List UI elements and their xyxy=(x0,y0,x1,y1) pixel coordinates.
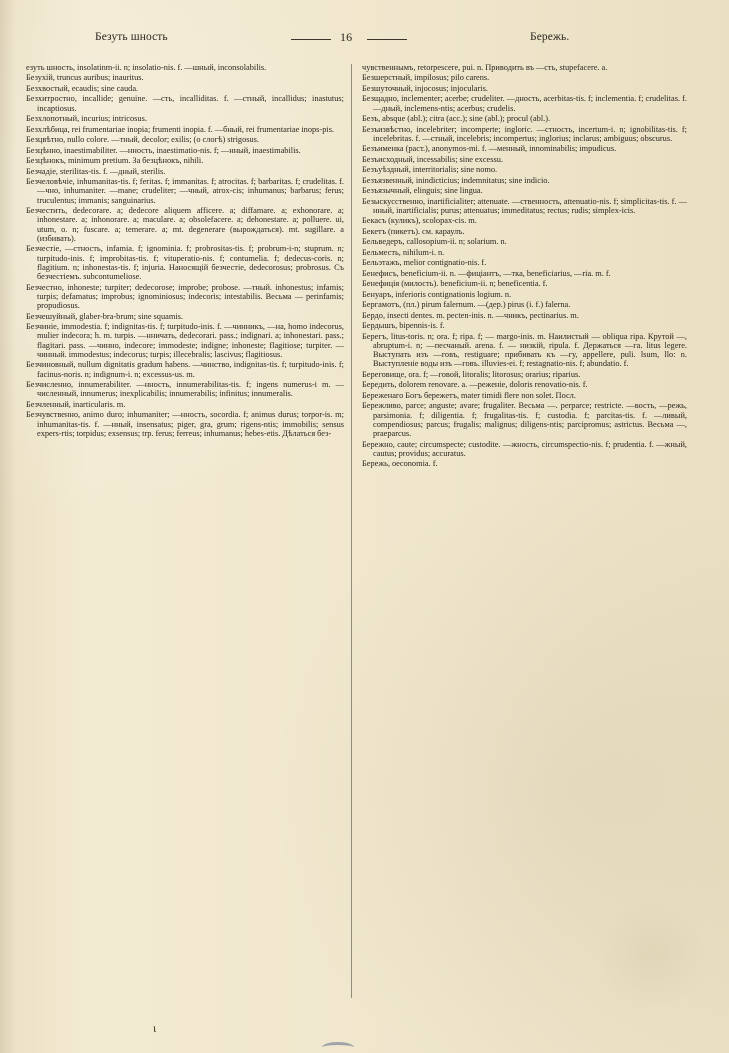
dictionary-entry: Бередить, dolorem renovare. a. —реженіе, doloris renovatio-nis. f. xyxy=(362,380,588,390)
dictionary-entry: Безщадно, inclementer; acerbe; crudeliter. —дность, acerbitas-tis. f; inclementia. f; crudelitas. f. —дный, inclemens-ntis; acerbus; crudelis. xyxy=(362,94,687,113)
dictionary-entry: Безъ, absque (abl.); citra (acc.); sine (abl.); procul (abl.). xyxy=(362,114,551,124)
page-header xyxy=(95,31,577,49)
dictionary-entry: Береговище, ora. f; —говой, litoralis; litorosus; orarius; riparius. xyxy=(362,369,581,379)
dictionary-entry: Бельместь, nihilum-i. n. xyxy=(362,247,445,257)
dictionary-entry: Безцѣнокъ, minimum pretium. За безцѣнокъ, nihili. xyxy=(26,156,204,166)
dictionary-entry: Безхитростно, incallide; genuine. —сть, incalliditas. f. —стный, incallidus; inastutus; incaptiosus. xyxy=(26,94,344,113)
dictionary-entry: Безцвѣтно, nullo colore. —тный, decolor; exilis; (о слогѣ) strigosus. xyxy=(26,135,259,145)
dictionary-entry: Бергамотъ, (пл.) pirum falernum. —(дер.) pirus (i. f.) falerna. xyxy=(362,300,571,310)
footer-mark: ɩ xyxy=(153,1021,157,1035)
dictionary-entry: Безыскусственно, inartificialiter; attenuate. —ственность, attenuatio-nis. f; simplicitas-tis. f. —нный, inartificialis; purus; attenuatus; immeditatus; rectus; rudis; simplex-icis. xyxy=(362,196,687,215)
dictionary-entry: Безчиновный, nullum dignitatis gradum habens. —чинство, indignitas-tis. f; turpitudo-inis. f; facinus-noris. n; indignum-i. n; excessus-us. m. xyxy=(26,360,344,379)
dictionary-entry: Бердышъ, bipennis-is. f. xyxy=(362,321,445,331)
dictionary-entry: Безъименка (раст.), anonymos-mi. f. —менный, innominabilis; impudicus. xyxy=(362,144,617,154)
dictionary-entry: Безъязвенный, inindicticius; indemnitatus; sine indicio. xyxy=(362,175,550,185)
dictionary-entry: Безчестіе, —стность, infamia. f; ignominia. f; probrositas-tis. f; probrum-i-n; stuprum. n; turpitudo-inis. f; improbitas-tis. f; vituperatio-nis. f; contumelia. f; dedecus-coris. n; flagitium. n; inhonestas-tis. f; injuria. Наносящій безчестіе, dedecorosus; probrosus. Съ безчестіемъ. subcontumeliose. xyxy=(26,244,344,282)
header-right-word: Бережь. xyxy=(530,31,570,43)
dictionary-entry: Бельэтажъ, melior contignatio-nis. f. xyxy=(362,258,487,268)
dictionary-entry: Безхлопотный, incurius; intricosus. xyxy=(26,114,147,124)
dictionary-entry: Бекетъ (пикетъ). см. караулъ. xyxy=(362,226,465,236)
dictionary-entry: Бенуаръ, inferioris contignationis logium. n. xyxy=(362,289,512,299)
dictionary-entry: Безчешуйный, glaber-bra-brum; sine squamis. xyxy=(26,311,183,321)
dictionary-entry: Безчеловѣчіе, inhumanitas-tis. f; feritas. f; immanitas. f; atrocitas. f; barbaritas. f; crudelitas. f. —чно, inhumaniter. —mane; crudeliter; —чный, atrox-cis; inhumanus; barbarus; ferus; truculentus; immanis; sanguinarius. xyxy=(26,176,344,205)
header-rule-right xyxy=(367,39,407,40)
right-column xyxy=(362,63,687,1031)
dictionary-entry: Безчувственно, animo duro; inhumaniter; —нность, socordia. f; animus durus; torpor-is. m; inhumanitas-tis. f. —нный, insensatus; piger, gra, grum; rigens-ntis; immobilis; sensus expers-rtis; torpidus; exsensus; trp. ferus; ferreus; inhumanus; hebes-etis. Дѣлаться без- xyxy=(26,410,344,438)
dictionary-entry: Безчестно, inhoneste; turpiter; dedecorose; improbe; probose. —тный. inhonestus; infamis; turpis; defamatus; improbus; ignominiosus; indecoris; intestabilis. Весьма — perinfamis; propudiosus. xyxy=(26,282,344,311)
dictionary-entry: езуть шность, insolatinm-ii. n; insolatio-nis. f. —шный, inconsolabilis. xyxy=(26,63,267,72)
dictionary-entry: Бережливо, parce; anguste; avare; frugaliter. Весьма —. perparce; restricte. —вость, —режь, parsimonia. f; diligentia. f; frugalitas-tis. f; custodia. f; parcitas-tis. f. —ливый, compendiosus; parcus; frugalis; malignus; diligens-ntis; parcipromus; astrictus. Весьма —, praeparcus. xyxy=(362,401,687,439)
dictionary-entry: Безхвостый, ecaudis; sine cauda. xyxy=(26,83,139,93)
dictionary-entry: Безъисходный, incessabilis; sine excessu. xyxy=(362,154,503,164)
column-divider xyxy=(351,64,352,998)
dictionary-entry: Безчадіе, sterilitas-tis. f. —дный, sterilis. xyxy=(26,166,166,176)
dictionary-entry: Берегъ, litus-toris. n; ora. f; ripa. f; — margo-inis. m. Наилистый — obliqua ripa. Крутой —, abruptum-i. n; —песчаный. arena. f. — низкій, ripula. f. Держаться —га. litus legere. Выступать изъ —говъ, restiguare; прибивать къ —гу, appellere, puli. lsum, llo: n. Выступленіе воды изъ —говъ. illuvies-ei. f; restagnatio-nis. f; abundatio. f. xyxy=(362,331,687,369)
dictionary-entry: Безчисленно, innumerabiliter. —нность, innumerabilitas-tis. f; ingens numerus-i m. —численный, innumerus; inexplicabilis; innumerabilis; infinitus; innumeralis. xyxy=(26,380,344,399)
dictionary-entry: Безчленный, inarticularis. m. xyxy=(26,399,126,409)
dictionary-entry: Бенефисъ, beneficium-ii. n. —фиціантъ, —тка, beneficiarius, —ria. m. f. xyxy=(362,268,611,278)
dictionary-entry: Безъуѣздный, interritorialis; sine nomo. xyxy=(362,165,498,175)
dictionary-entry: Безшерстный, impilosus; pilo carens. xyxy=(362,73,490,83)
dictionary-entry: Безъизвѣстно, incelebriter; incomperte; ingloric. —стность, incertum-i. n; ignobilitas-tis. f; incelebritas. f. —стный, incelebris; incompertus; inglorius; inclarus; ambiguus; obscurus. xyxy=(362,124,687,143)
dictionary-entry: Бенефиція (милость). beneficium-ii. n; beneficentia. f. xyxy=(362,279,548,289)
dictionary-entry: Бекасъ (куликъ), scolopax-cis. m. xyxy=(362,216,477,226)
dictionary-entry: Безшуточный, injocosus; injocularis. xyxy=(362,83,488,93)
dictionary-entry: Безухій, truncus auribus; inauritus. xyxy=(26,73,144,83)
header-rule-left xyxy=(291,39,331,40)
page-number: 16 xyxy=(340,30,353,44)
left-column xyxy=(26,63,344,1031)
dictionary-entry: Безхлѣбица, rei frumentariae inopia; frumenti inopia. f. —бный, rei frumentariae inops-pis. xyxy=(26,124,335,134)
dictionary-entry: Безъязычный, elinguis; sine lingua. xyxy=(362,186,483,196)
dictionary-entry: Бельведеръ, callosopium-ii. n; solarium. n. xyxy=(362,237,507,247)
dictionary-entry: Безцѣнно, inaestimabiliter. —нность, inaestimatio-nis. f; —нный, inaestimabilis. xyxy=(26,145,301,155)
bottom-edge-mark xyxy=(322,1042,354,1053)
dictionary-entry: Безчестить, dedecorare. a; dedecore aliquem afficere. a; diffamare. a; exhonorare. a; inhonestare. a; inhonorare. a; maculare. a; obsolefacere. a; dehonestare. a; polluere. ui, utum, o. n; fuscare. a; temerare. a; mt. degenerare (вырождаться). mt. sugillare. a (избивать). xyxy=(26,206,344,243)
dictionary-entry: Бердо, insecti dentes. m. pecten-inis. n. —чникъ, pectinarius. m. xyxy=(362,310,579,320)
dictionary-entry: Бережно, caute; circumspecte; custodite. —жность, circumspectio-nis. f; prudentia. f. —жный, cautus; providus; accuratus. xyxy=(362,439,687,458)
dictionary-entry: чувственнымъ, retorpescere, pui. n. Приводить въ —сть, stupefacere. a. xyxy=(362,63,608,72)
dictionary-entry: Береженаго Богъ бережетъ, mater timidi flere non solet. Посл. xyxy=(362,390,576,400)
header-left-word: Безуть шность xyxy=(95,31,168,43)
dictionary-entry: Бережь, oeconomia. f. xyxy=(362,459,438,469)
dictionary-entry: Безчиніе, immodestia. f; indignitas-tis. f; turpitudo-inis. f. —чинникъ, —на, homo indecorus, mulier indecora; h. m. turpis. —нничать, dedecorari. pass.; indignari. a; inhonestari. pass.; flagitari. pass. —чинно, indecore; immodeste; indigne; inhoneste; flagitiose; turpiter. —чинный. immodestus; indecorus; turpis; illecebralis; lascivus; flagitiosus. xyxy=(26,322,344,359)
